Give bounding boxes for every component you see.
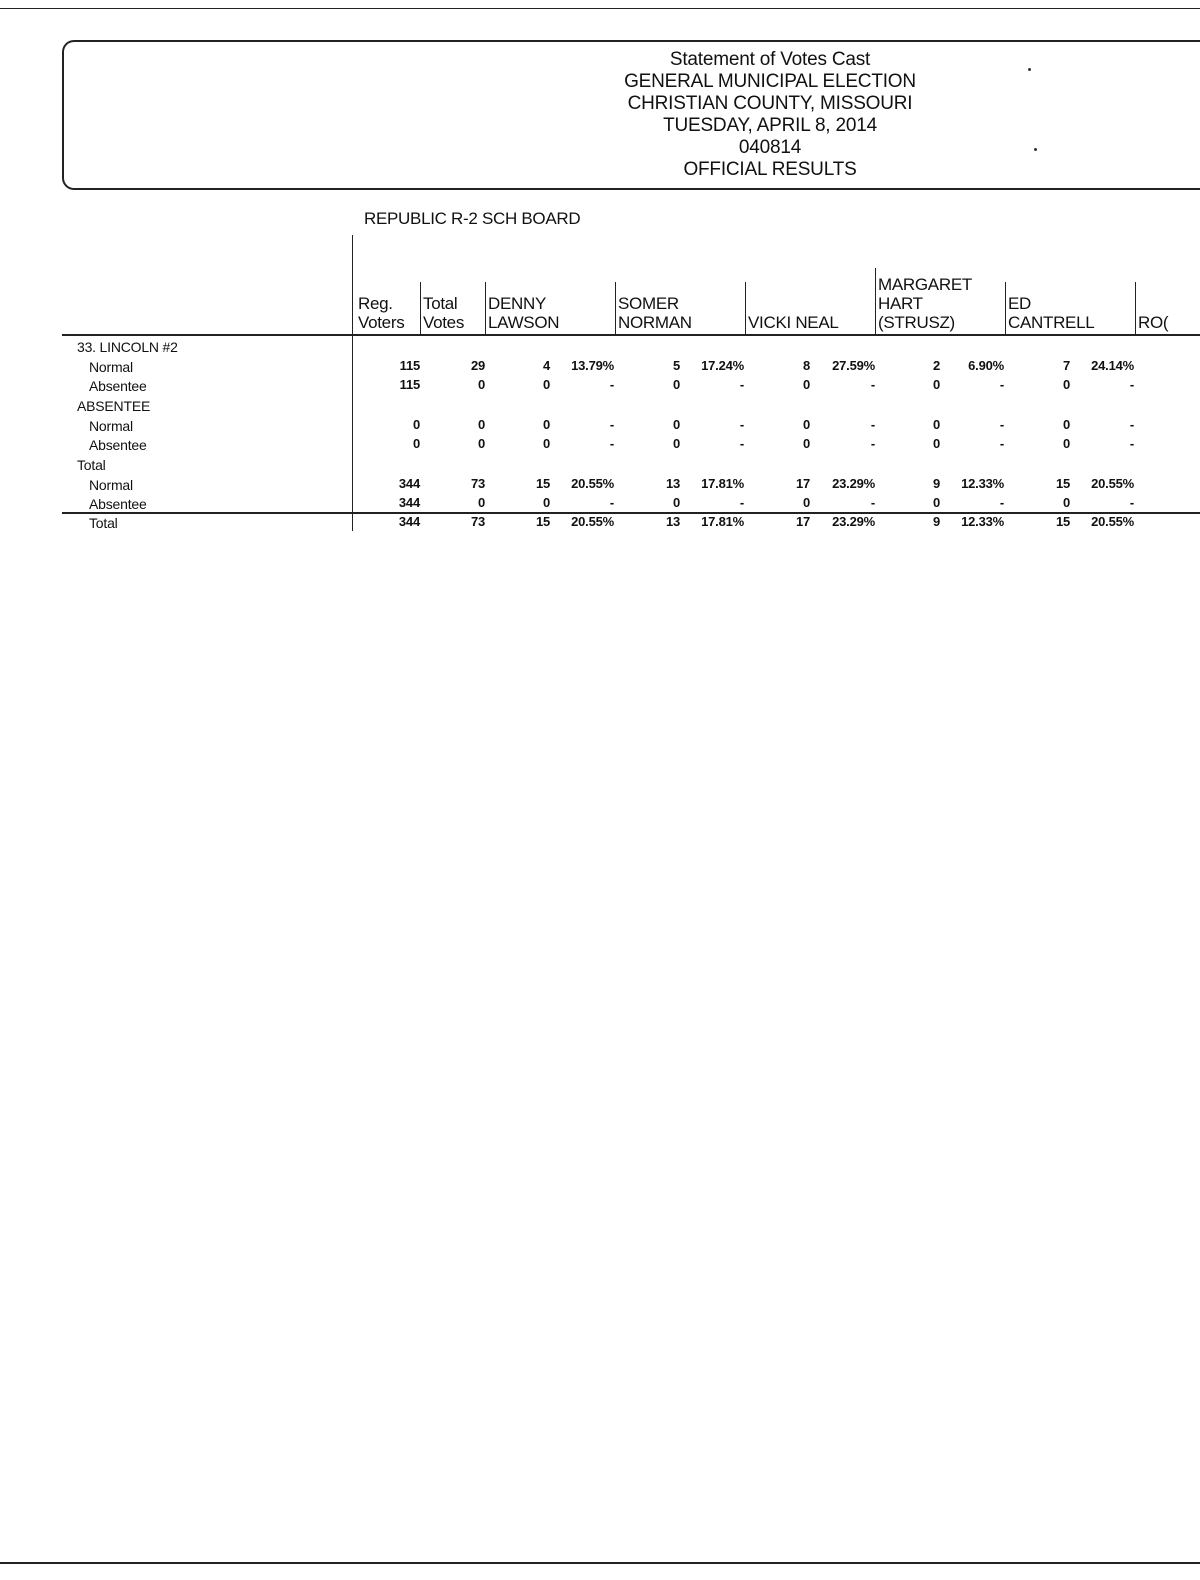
table-cell: 115 bbox=[399, 377, 420, 392]
table-cell: 17.81% bbox=[701, 476, 744, 491]
election-code: 040814 bbox=[738, 137, 802, 158]
election-name: GENERAL MUNICIPAL ELECTION bbox=[624, 71, 916, 92]
table-cell: 17.24% bbox=[701, 358, 744, 373]
table-cell: 0 bbox=[802, 495, 810, 510]
table-cell: 15 bbox=[535, 514, 550, 529]
table-cell: 0 bbox=[932, 495, 940, 510]
table-cell: - bbox=[1129, 377, 1134, 392]
table-cell: - bbox=[1129, 417, 1134, 432]
table-cell: 20.55% bbox=[1091, 476, 1134, 491]
table-cell: - bbox=[1129, 495, 1134, 510]
table-cell: - bbox=[739, 377, 744, 392]
column-divider bbox=[485, 282, 486, 334]
table-cell: 0 bbox=[477, 377, 485, 392]
table-cell: 344 bbox=[398, 495, 420, 510]
table-cell: - bbox=[609, 436, 614, 451]
table-cell: 0 bbox=[542, 436, 550, 451]
table-cell: 344 bbox=[398, 514, 420, 529]
table-cell: - bbox=[609, 417, 614, 432]
col-header-candidate-hart: MARGARET HART (STRUSZ) bbox=[878, 275, 972, 332]
table-cell: 4 bbox=[542, 358, 550, 373]
row-label: Normal bbox=[89, 359, 133, 375]
row-label: Total bbox=[77, 457, 106, 473]
table-cell: 17.81% bbox=[701, 514, 744, 529]
contest-title: REPUBLIC R-2 SCH BOARD bbox=[364, 209, 581, 228]
table-cell: 0 bbox=[932, 377, 940, 392]
table-cell: - bbox=[1129, 436, 1134, 451]
table-cell: - bbox=[609, 377, 614, 392]
table-cell: 0 bbox=[542, 377, 550, 392]
table-cell: 12.33% bbox=[961, 514, 1004, 529]
table-cell: 17 bbox=[795, 476, 810, 491]
scan-speck bbox=[1028, 68, 1031, 71]
row-label: Absentee bbox=[89, 378, 147, 394]
table-cell: 0 bbox=[1062, 377, 1070, 392]
header-underline bbox=[62, 334, 1200, 336]
col-header-candidate-cantrell: ED CANTRELL bbox=[1008, 294, 1095, 332]
table-cell: - bbox=[609, 495, 614, 510]
col-header-candidate-norman: SOMER NORMAN bbox=[618, 294, 692, 332]
scan-speck bbox=[1034, 148, 1037, 151]
table-cell: 0 bbox=[672, 417, 680, 432]
table-cell: - bbox=[999, 377, 1004, 392]
table-cell: 12.33% bbox=[961, 476, 1004, 491]
precinct-label: 33. LINCOLN #2 bbox=[77, 339, 178, 355]
table-cell: - bbox=[999, 495, 1004, 510]
report-title: Statement of Votes Cast bbox=[669, 49, 871, 70]
table-cell: 0 bbox=[412, 436, 420, 451]
table-cell: 0 bbox=[1062, 495, 1070, 510]
top-rule bbox=[0, 8, 1200, 9]
table-cell: 0 bbox=[802, 436, 810, 451]
table-cell: 5 bbox=[672, 358, 680, 373]
row-label: Absentee bbox=[89, 437, 147, 453]
table-cell: 0 bbox=[672, 436, 680, 451]
table-cell: 20.55% bbox=[571, 476, 614, 491]
table-cell: - bbox=[870, 436, 875, 451]
table-cell: 27.59% bbox=[832, 358, 875, 373]
table-cell: 15 bbox=[535, 476, 550, 491]
table-cell: 0 bbox=[1062, 417, 1070, 432]
table-cell: 0 bbox=[672, 377, 680, 392]
table-cell: 0 bbox=[542, 495, 550, 510]
table-cell: - bbox=[739, 417, 744, 432]
table-cell: 0 bbox=[802, 417, 810, 432]
table-cell: 0 bbox=[412, 417, 420, 432]
row-label: Absentee bbox=[89, 496, 147, 512]
table-cell: 0 bbox=[477, 417, 485, 432]
table-cell: 6.90% bbox=[968, 358, 1004, 373]
row-label: Total bbox=[89, 515, 118, 531]
table-cell: 0 bbox=[932, 417, 940, 432]
column-divider bbox=[745, 282, 746, 334]
table-cell: 8 bbox=[802, 358, 810, 373]
table-cell: - bbox=[870, 417, 875, 432]
table-cell: 17 bbox=[795, 514, 810, 529]
table-cell: 0 bbox=[802, 377, 810, 392]
election-date: TUESDAY, APRIL 8, 2014 bbox=[663, 115, 877, 136]
table-cell: 115 bbox=[399, 358, 420, 373]
table-cell: 7 bbox=[1062, 358, 1070, 373]
column-divider bbox=[615, 282, 616, 334]
table-cell: - bbox=[999, 436, 1004, 451]
table-cell: 73 bbox=[470, 514, 485, 529]
table-cell: 20.55% bbox=[571, 514, 614, 529]
row-label: Normal bbox=[89, 418, 133, 434]
col-header-candidate-neal: VICKI NEAL bbox=[748, 313, 839, 332]
table-cell: 13 bbox=[665, 514, 680, 529]
table-cell: 23.29% bbox=[832, 476, 875, 491]
table-cell: 73 bbox=[470, 476, 485, 491]
table-cell: - bbox=[739, 495, 744, 510]
table-cell: 15 bbox=[1055, 476, 1070, 491]
table-cell: - bbox=[870, 377, 875, 392]
county-name: CHRISTIAN COUNTY, MISSOURI bbox=[627, 93, 913, 114]
table-cell: 0 bbox=[672, 495, 680, 510]
table-cell: 0 bbox=[477, 436, 485, 451]
table-cell: 344 bbox=[398, 476, 420, 491]
table-cell: - bbox=[739, 436, 744, 451]
column-divider bbox=[875, 268, 876, 334]
table-cell: - bbox=[870, 495, 875, 510]
results-status: OFFICIAL RESULTS bbox=[683, 159, 857, 180]
table-cell: 9 bbox=[932, 514, 940, 529]
table-cell: - bbox=[999, 417, 1004, 432]
table-cell: 13 bbox=[665, 476, 680, 491]
table-cell: 0 bbox=[477, 495, 485, 510]
row-label: ABSENTEE bbox=[77, 398, 151, 414]
column-divider bbox=[1135, 282, 1136, 334]
column-divider bbox=[1005, 282, 1006, 334]
column-divider bbox=[352, 235, 353, 531]
col-header-total-votes: Total Votes bbox=[423, 294, 465, 332]
table-cell: 9 bbox=[932, 476, 940, 491]
table-cell: 0 bbox=[1062, 436, 1070, 451]
table-cell: 15 bbox=[1055, 514, 1070, 529]
table-cell: 24.14% bbox=[1091, 358, 1134, 373]
table-cell: 0 bbox=[932, 436, 940, 451]
table-cell: 29 bbox=[470, 358, 485, 373]
bottom-rule bbox=[0, 1562, 1200, 1564]
table-cell: 2 bbox=[932, 358, 940, 373]
table-cell: 20.55% bbox=[1091, 514, 1134, 529]
row-label: Normal bbox=[89, 477, 133, 493]
col-header-candidate-lawson: DENNY LAWSON bbox=[488, 294, 560, 332]
table-cell: 13.79% bbox=[571, 358, 614, 373]
table-cell: 23.29% bbox=[832, 514, 875, 529]
column-divider bbox=[420, 282, 421, 334]
col-header-candidate-truncated: RO( bbox=[1138, 313, 1169, 332]
table-cell: 0 bbox=[542, 417, 550, 432]
col-header-reg-voters: Reg. Voters bbox=[358, 294, 405, 332]
